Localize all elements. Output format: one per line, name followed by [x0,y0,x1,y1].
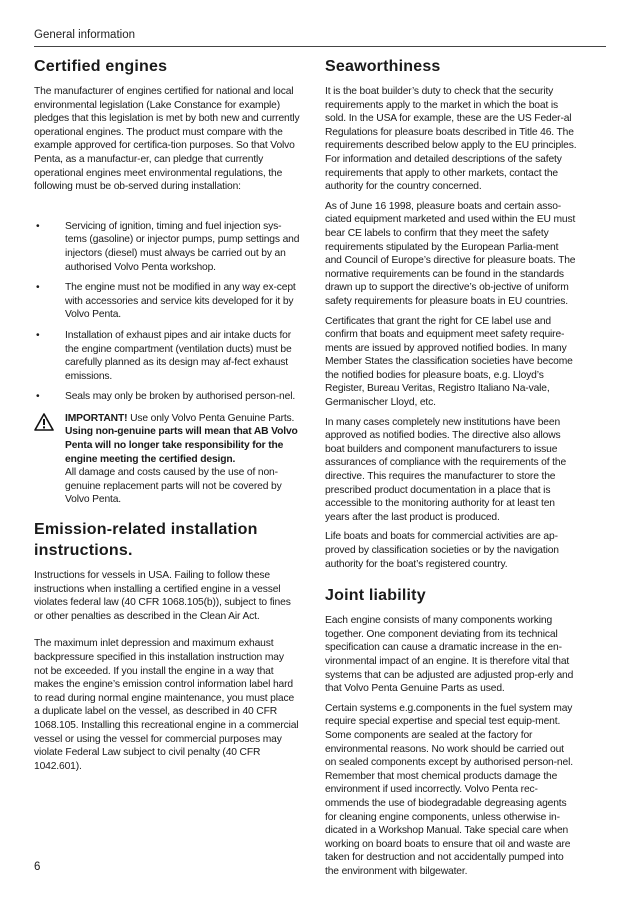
bullet-text: Servicing of ignition, timing and fuel injection sys-tems (gasoline) or injector pumps, pump settings and injectors (diesel) must always be carried out by an authorised Volvo Penta workshop. [65,220,300,273]
important-rest: All damage and costs caused by the use of non-genuine replacement parts will not be covered by Volvo Penta. [65,467,282,506]
emission-paragraph-1: Instructions for vessels in USA. Failing to follow these instructions when installing a certified engine in a vessel violates federal law (40 CFR 1068.105(b)), subject to fines or other penalties as described in the Clean Air Act. [34,570,291,622]
page-number: 6 [34,861,41,873]
list-item [34,281,300,322]
important-text: Use only Volvo Penta Genuine Parts. [127,412,295,424]
seaworthiness-paragraph: It is the boat builder’s duty to check that the security requirements apply to the market in which the boat is sold. In the USA for example, these are the US Feder-al Regulations for pleasure boats described in Title 46. The requirements described below apply to the EU principles. For information and detailed descriptions of the safety requirements that apply to other markets, contact the authority for the country concerned. [325,86,577,193]
bullet-text: Installation of exhaust pipes and air intake ducts for the engine compartment (ventilation ducts) must be carefully planned as its design may af-fect exhaust emissions. [65,329,292,382]
list-item [34,220,300,274]
important-lead [65,412,300,426]
running-header: General information [34,29,135,41]
bullet-glyph: • [36,220,40,232]
bullet-glyph: • [36,329,40,341]
list-item [34,329,300,383]
left-column [34,56,300,779]
bullet-glyph: • [36,391,40,403]
important-label: IMPORTANT! [65,412,128,424]
list-item [34,390,300,404]
header-rule [34,46,606,47]
seaworthiness-heading: Seaworthiness [325,58,441,75]
certified-engines-intro: The manufacturer of engines certified for national and local environmental legislation (Lake Constance for example) pledges that this legislation is met by both new and currently operational engines. The product must compare with the example approved for certifica-tion purposes. So that Volvo Penta, as a manufactur-er, can pledge that currently operational engines meet environmental regulations, the following must be ob-served during installation: [34,86,300,193]
joint-liability-paragraph: Certain systems e.g.components in the fuel system may require special expertise and special test equip-ment. Some components are sealed at the factory for environmental reasons. No work should be carried out on sealed components except by authorised person-nel. Remember that most chemical products damage the environment if used incorrectly. Volvo Penta rec-ommends the use of biodegradable degreasing agents for cleaning engine components, unless otherwise in-dicated in a Workshop Manual. Take special care when working on board boats to ensure that oil and waste are taken for destruction and not accidentally pumped into the environment with bilgewater. [325,702,573,877]
emission-paragraph-2: The maximum inlet depression and maximum exhaust backpressure specified in this installation instruction may not be exceeded. If you install the engine in a way that makes the engine’s emission control information label hard to read during normal engine maintenance, you must place a duplicate label on the vessel, as described in 40 CFR 1068.105. Installing this recreational engine in a commercial vessel or using the vessel for commercial purposes may violate Federal Law subject to civil penalty (40 CFR 1042.601). [34,638,299,772]
emission-heading: Emission-related installation instructions. [34,521,258,560]
certified-engines-heading: Certified engines [34,58,168,75]
bullet-text: Seals may only be broken by authorised person-nel. [65,391,296,403]
important-bold-warning: Using non-genuine parts will mean that AB Volvo Penta will no longer take responsibility for the engine meeting the certified design. [65,426,298,465]
seaworthiness-paragraph: Certificates that grant the right for CE label use and confirm that boats and equipment meet safety require-ments are issued by approved notified bodies. In many Member States the classification societies have become the notified bodies for pleasure boats, e.g. Lloyd’s Register, Bureau Veritas, Registro Italiano Na-vale, Germanischer Lloyd, etc. [325,315,573,409]
important-notice [34,412,300,507]
bullet-glyph: • [36,282,40,294]
seaworthiness-paragraph: Life boats and boats for commercial activities are ap-proved by classification societies or by the navigation authority for the boat’s registered country. [325,531,559,570]
seaworthiness-paragraph: In many cases completely new institutions have been approved as notified bodies. The directive also allows boat builders and component manufacturers to issue assurances of compliance with the requirements of the directive. This requires the manufacturer to store the prescribed product documentation in a place that is accessible to the monitoring authority for at least ten years after the last product is produced. [325,416,567,523]
right-column [325,56,577,884]
bullet-text: The engine must not be modified in any way ex-cept with accessories and service kits developed for it by Volvo Penta. [65,282,296,321]
certified-bullet-list [34,220,300,404]
warning-triangle-icon [34,413,54,431]
joint-liability-paragraph: Each engine consists of many components working together. One component deviating from its technical specification can cause a dramatic increase in the en-vironmental impact of an engine. It is therefore vital that systems that can be adjusted are adjusted prop-erly and that Volvo Penta Genuine Parts as used. [325,615,574,695]
seaworthiness-paragraph: As of June 16 1998, pleasure boats and certain asso-ciated equipment marketed and used within the EU must bear CE labels to confirm that they meet the safety requirements stipulated by the European Parlia-ment and Council of Europe’s directive for pleasure boats. The normative requirements can be found in the standards drawn up to support the directive’s ob-jective of uniform safety requirements for pleasure boats in EU countries. [325,200,576,307]
joint-liability-heading: Joint liability [325,587,426,605]
